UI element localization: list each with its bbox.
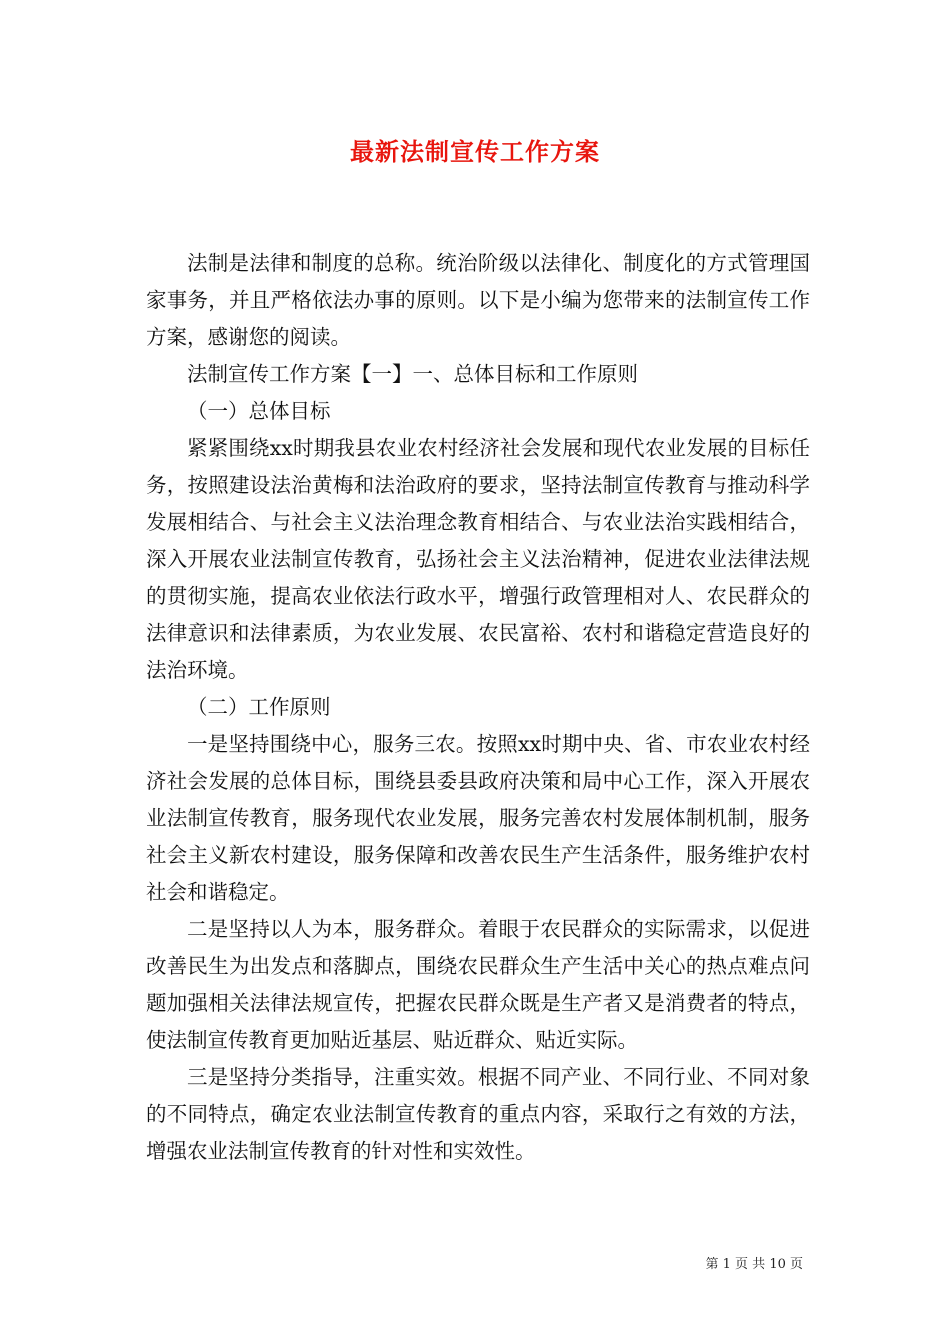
document-body (146, 245, 810, 1170)
paragraph-principle-2: 二是坚持以人为本，服务群众。着眼于农民群众的实际需求，以促进改善民生为出发点和落脚点，围绕农民群众生产生活中关心的热点难点问题加强相关法律法规宣传，把握农民群众既是生产者又是消费者的特点，使法制宣传教育更加贴近基层、贴近群众、贴近实际。 (146, 917, 810, 1052)
document-title: 最新法制宣传工作方案 (350, 137, 600, 166)
paragraph-section-heading: 法制宣传工作方案【一】一、总体目标和工作原则 (187, 362, 638, 386)
page-footer: 第 1 页 共 10 页 (705, 1257, 803, 1272)
paragraph-goal: 紧紧围绕xx时期我县农业农村经济社会发展和现代农业发展的目标任务，按照建设法治黄梅和法治政府的要求，坚持法制宣传教育与推动科学发展相结合、与社会主义法治理念教育相结合、与农业法治实践相结合，深入开展农业法制宣传教育，弘扬社会主义法治精神，促进农业法律法规的贯彻实施，提高农业依法行政水平，增强行政管理相对人、农民群众的法律意识和法律素质，为农业发展、农民富裕、农村和谐稳定营造良好的法治环境。 (146, 436, 810, 682)
paragraph-intro: 法制是法律和制度的总称。统治阶级以法律化、制度化的方式管理国家事务，并且严格依法办事的原则。以下是小编为您带来的法制宣传工作方案，感谢您的阅读。 (146, 251, 810, 349)
paragraph-subheading-principles: （二）工作原则 (187, 695, 331, 719)
paragraph-principle-3: 三是坚持分类指导，注重实效。根据不同产业、不同行业、不同对象的不同特点，确定农业法制宣传教育的重点内容，采取行之有效的方法，增强农业法制宣传教育的针对性和实效性。 (146, 1065, 810, 1163)
paragraph-principle-1: 一是坚持围绕中心，服务三农。按照xx时期中央、省、市农业农村经济社会发展的总体目标，围绕县委县政府决策和局中心工作，深入开展农业法制宣传教育，服务现代农业发展，服务完善农村发展体制机制，服务社会主义新农村建设，服务保障和改善农民生产生活条件，服务维护农村社会和谐稳定。 (146, 732, 810, 904)
paragraph-subheading-goal: （一）总体目标 (187, 399, 331, 423)
